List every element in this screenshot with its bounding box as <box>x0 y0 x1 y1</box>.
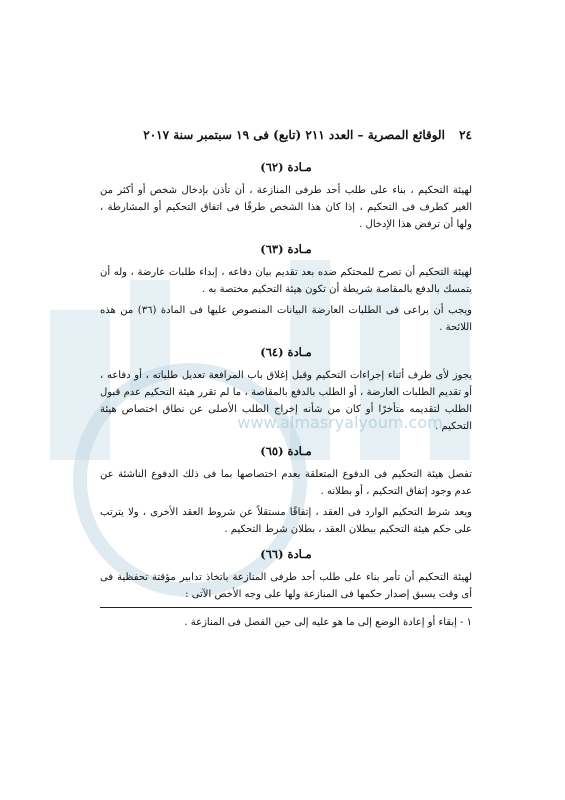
article-64 <box>100 345 472 435</box>
article-66 <box>100 547 472 631</box>
article-62 <box>100 160 472 233</box>
article-65 <box>100 444 472 538</box>
page-number: ٢٤ <box>459 128 472 142</box>
article-heading: مـادة (٦٤) <box>260 345 312 359</box>
article-paragraph: يجوز لأى طرف أثناء إجراءات التحكيم وقبل إغلاق باب المرافعة تعديل طلباته ، أو دفاعه ، أو تقديم الطلبات العارضة ، أو الطلب بالدفع بالمقاصة ، ما لم تقرر هيئة التحكيم عدم قبول الطلب لتقديمه متأخرًا أو كان من شأنه إخراج الطلب الأصلى عن نطاق اختصاص هيئة التحكيم . <box>100 370 472 432</box>
article-paragraph: ويجب أن يراعى فى الطلبات العارضة البيانات المنصوص عليها فى المادة (٣٦) من هذه اللائحة . <box>100 305 472 333</box>
page-header <box>100 128 472 142</box>
article-heading: مـادة (٦٢) <box>260 160 312 174</box>
article-paragraph: لهيئة التحكيم أن تصرح للمحتكم ضده بعد تقديم بيان دفاعه ، إبداء طلبات عارضة ، وله أن يتمسك بالدفع بالمقاصة شريطة أن تكون هيئة التحكيم مختصة به . <box>100 267 472 295</box>
article-paragraph: ويعد شرط التحكيم الوارد فى العقد ، إتفاقًا مستقلاً عن شروط العقد الأخرى ، ولا يترتب على حكم هيئة التحكيم ببطلان العقد ، بطلان شرط التحكيم . <box>100 507 472 535</box>
page-content <box>100 128 472 631</box>
list-item: ١ - إبقاء أو إعادة الوضع إلى ما هو عليه إلى حين الفصل فى المنازعة . <box>184 617 472 628</box>
article-paragraph: لهيئة التحكيم ، بناء على طلب أحد طرفى المنازعة ، أن تأذن بإدخال شخص أو أكثر من الغير كطرف فى التحكيم ، إذا كان هذا الشخص طرفًا فى اتفاق التحكيم أو المشارطة ، ولها أن ترفض هذا الإدخال . <box>100 185 472 230</box>
article-paragraph: لهيئة التحكيم أن تأمر بناء على طلب أحد طرفى المنازعة باتخاذ تدابير مؤقتة تحفظية فى أى وقت يسبق إصدار حكمها فى المنازعة ولها على وجه الأخص الآتى : <box>100 572 472 600</box>
article-heading: مـادة (٦٥) <box>260 444 312 458</box>
article-heading: مـادة (٦٦) <box>260 547 312 561</box>
watermark-text: www.almasryalyoum.com <box>237 413 443 432</box>
article-heading: مـادة (٦٣) <box>260 242 312 256</box>
article-63 <box>100 242 472 336</box>
article-paragraph: تفصل هيئة التحكيم فى الدفوع المتعلقة بعدم اختصاصها بما فى ذلك الدفوع الناشئة عن عدم وجود إتفاق التحكيم ، أو بطلانه . <box>100 469 472 497</box>
divider <box>100 607 472 608</box>
gazette-title: الوقائع المصرية – العدد ٢١١ (تابع) فى ١٩ سبتمبر سنة ٢٠١٧ <box>143 128 445 142</box>
